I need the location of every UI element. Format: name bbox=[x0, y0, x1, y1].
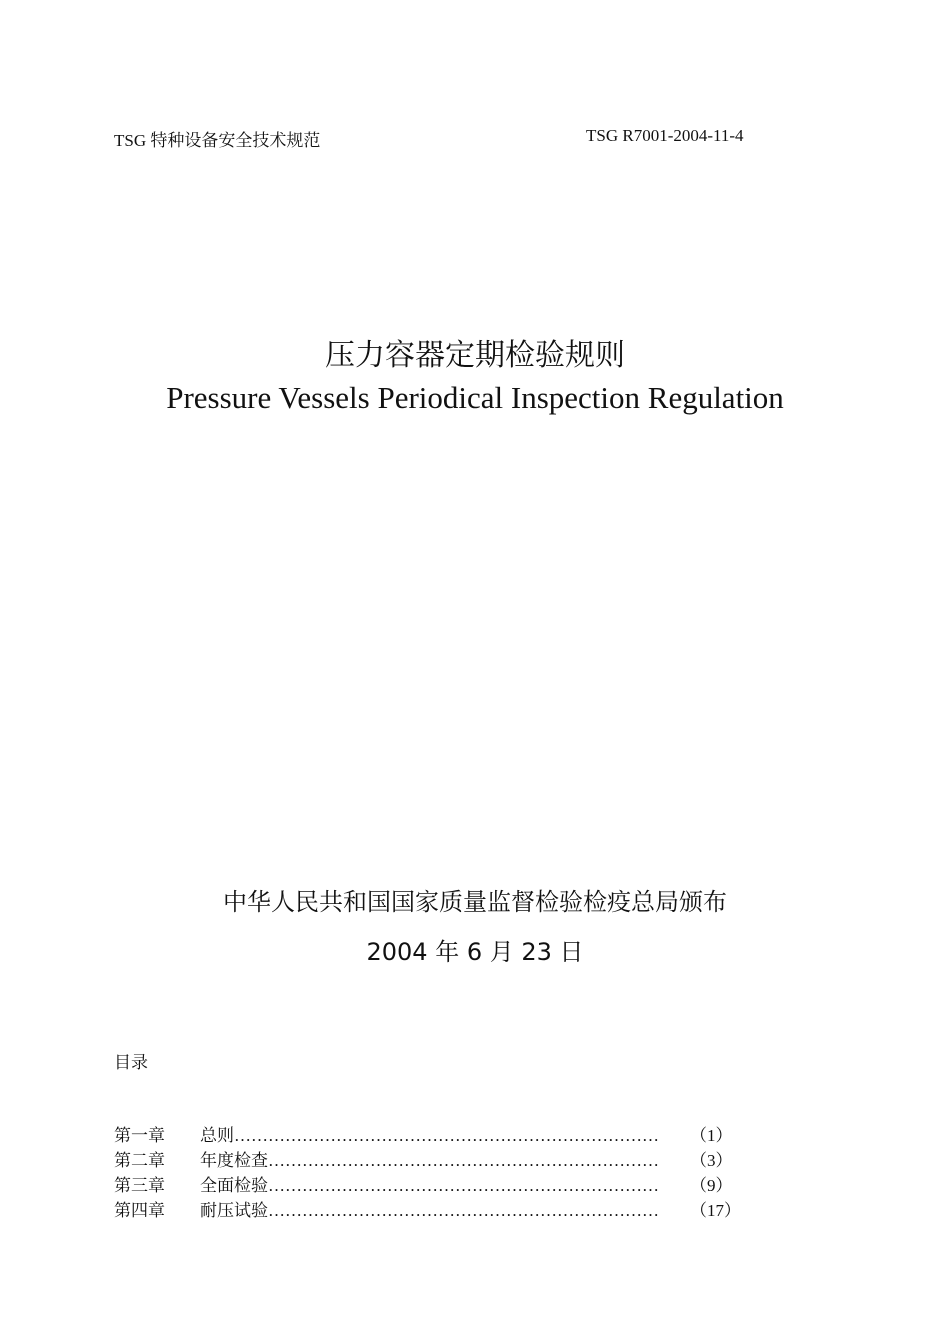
toc-leader-dots: ………………………………………………………………… bbox=[234, 1126, 659, 1145]
toc-title: 耐压试验 bbox=[200, 1201, 268, 1220]
toc-item[interactable] bbox=[114, 1146, 774, 1171]
toc-item[interactable] bbox=[114, 1121, 774, 1146]
issuing-authority: 中华人民共和国国家质量监督检验检疫总局颁布 bbox=[223, 888, 727, 916]
toc-chapter: 第四章 bbox=[114, 1201, 165, 1220]
table-of-contents bbox=[114, 1121, 774, 1221]
toc-page: （3） bbox=[690, 1151, 733, 1170]
toc-chapter: 第二章 bbox=[114, 1151, 165, 1170]
toc-page: （9） bbox=[690, 1176, 733, 1195]
toc-title: 总则 bbox=[200, 1126, 234, 1145]
toc-title: 年度检查 bbox=[200, 1151, 268, 1170]
toc-heading: 目录 bbox=[114, 1053, 148, 1072]
header-right-spec-code: TSG R7001-2004-11-4 bbox=[586, 126, 744, 145]
header-left-spec-name: TSG 特种设备安全技术规范 bbox=[114, 131, 321, 150]
toc-leader-dots: …………………………………………………………… bbox=[268, 1151, 659, 1170]
document-title-english: Pressure Vessels Periodical Inspection Regulation bbox=[166, 380, 784, 415]
toc-page: （1） bbox=[690, 1126, 733, 1145]
document-title-chinese: 压力容器定期检验规则 bbox=[325, 338, 625, 373]
toc-chapter: 第三章 bbox=[114, 1176, 165, 1195]
toc-leader-dots: …………………………………………………………… bbox=[268, 1176, 659, 1195]
toc-page: （17） bbox=[690, 1201, 741, 1220]
issue-date: 2004 年 6 月 23 日 bbox=[366, 938, 584, 966]
toc-title: 全面检验 bbox=[200, 1176, 268, 1195]
toc-leader-dots: …………………………………………………………… bbox=[268, 1201, 659, 1220]
toc-item[interactable] bbox=[114, 1171, 774, 1196]
toc-chapter: 第一章 bbox=[114, 1126, 165, 1145]
toc-item[interactable] bbox=[114, 1196, 774, 1221]
